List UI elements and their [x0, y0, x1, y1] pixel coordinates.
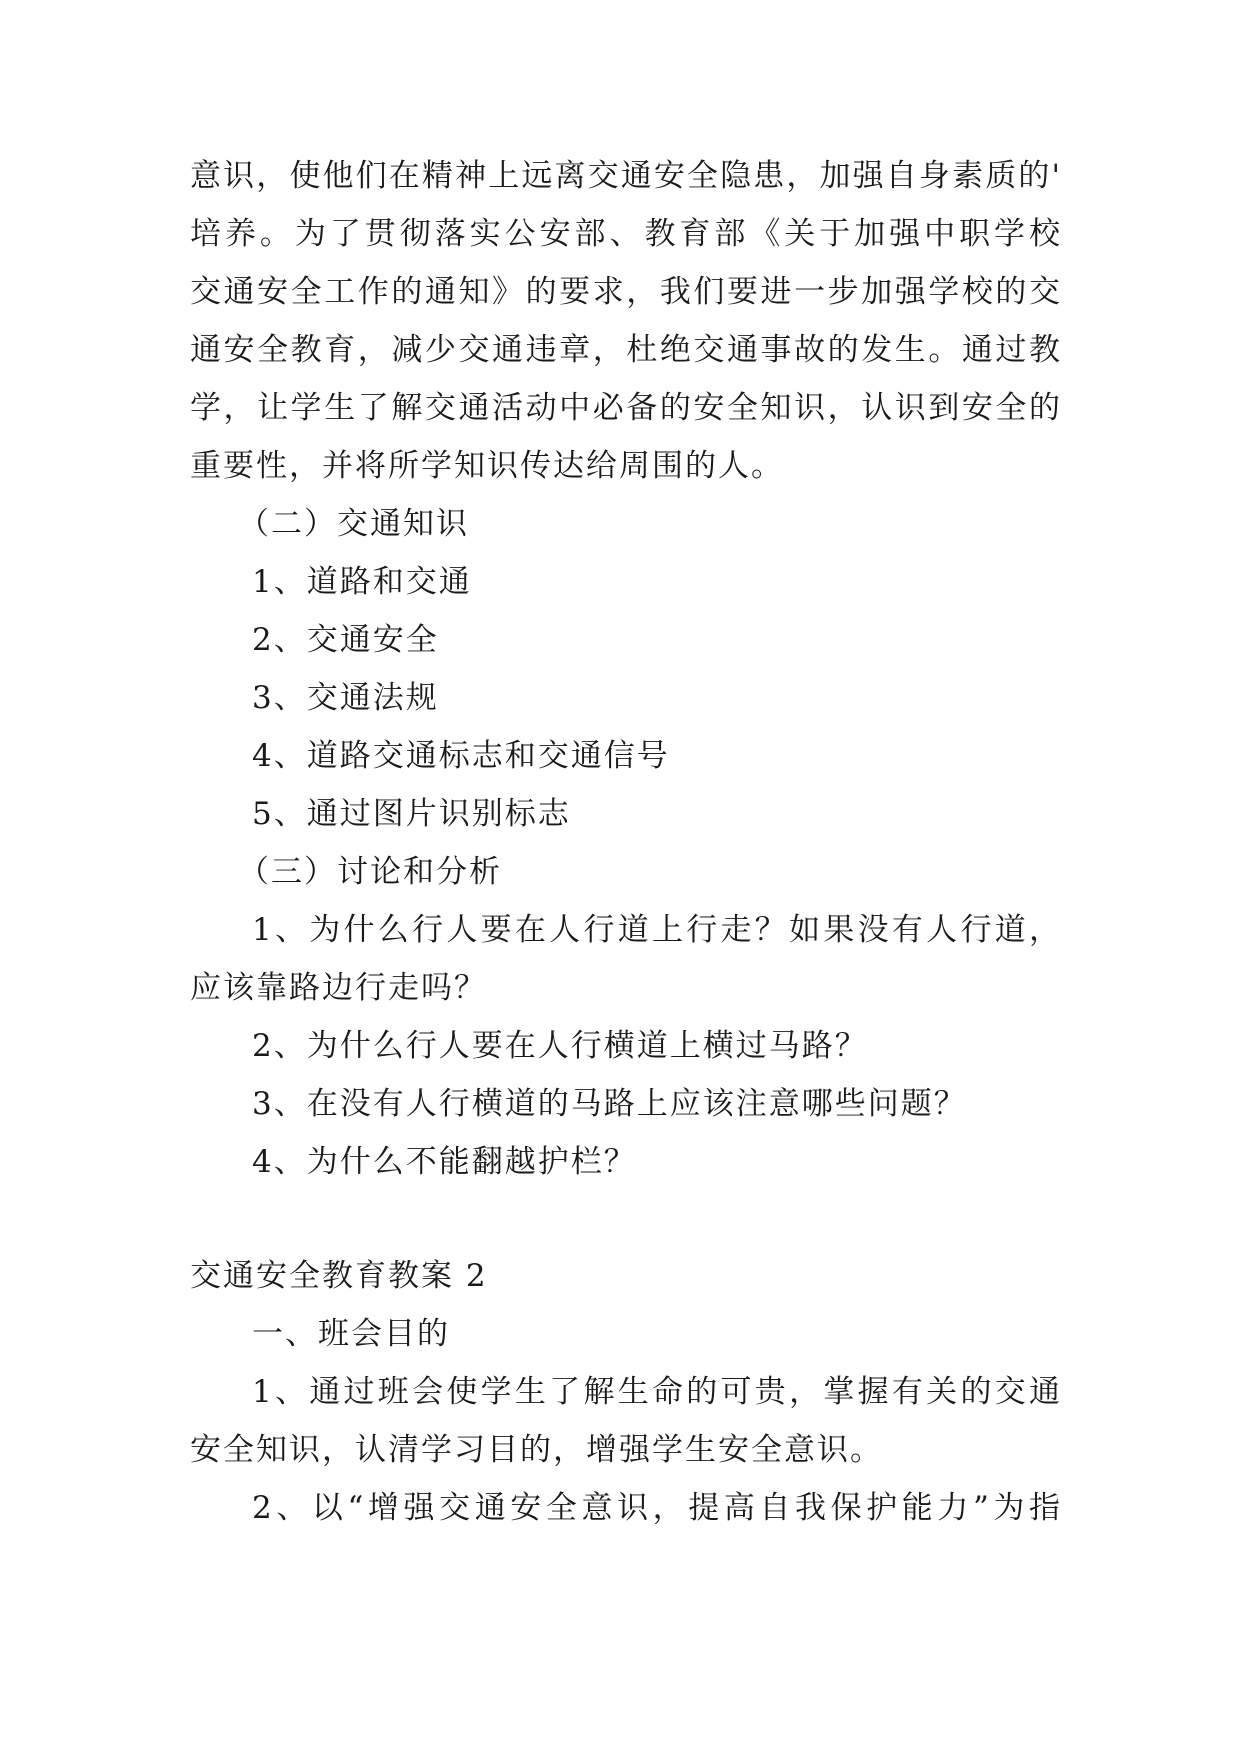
paragraph-line: 通安全教育，减少交通违章，杜绝交通事故的发生。通过教	[190, 332, 1060, 368]
list-item: 1、为什么行人要在人行道上行走？如果没有人行道，	[252, 912, 1060, 948]
list-item: 3、在没有人行横道的马路上应该注意哪些问题？	[252, 1086, 967, 1122]
paragraph-line: 交通安全工作的通知》的要求，我们要进一步加强学校的交	[190, 274, 1060, 310]
section-heading: 一、班会目的	[252, 1316, 450, 1352]
list-item: 5、通过图片识别标志	[252, 796, 571, 832]
list-item: 2、交通安全	[252, 622, 439, 658]
list-item: 2、以“增强交通安全意识，提高自我保护能力”为指	[252, 1490, 1060, 1526]
paragraph-line: 培养。为了贯彻落实公安部、教育部《关于加强中职学校	[190, 216, 1060, 252]
paragraph-line: 学，让学生了解交通活动中必备的安全知识，认识到安全的	[190, 390, 1060, 426]
list-item: 4、道路交通标志和交通信号	[252, 738, 670, 774]
paragraph-line: 应该靠路边行走吗？	[190, 970, 487, 1006]
document-title: 交通安全教育教案 2	[190, 1258, 488, 1294]
paragraph-line: 重要性，并将所学知识传达给周围的人。	[190, 448, 784, 484]
list-item: 4、为什么不能翻越护栏？	[252, 1144, 637, 1180]
paragraph-line: 安全知识，认清学习目的，增强学生安全意识。	[190, 1432, 883, 1468]
section-heading: （三）讨论和分析	[238, 854, 502, 890]
list-item: 1、通过班会使学生了解生命的可贵，掌握有关的交通	[252, 1374, 1060, 1410]
section-heading: （二）交通知识	[238, 506, 469, 542]
paragraph-line: 意识，使他们在精神上远离交通安全隐患，加强自身素质的'	[190, 158, 1060, 194]
list-item: 3、交通法规	[252, 680, 439, 716]
list-item: 1、道路和交通	[252, 564, 472, 600]
list-item: 2、为什么行人要在人行横道上横过马路？	[252, 1028, 868, 1064]
